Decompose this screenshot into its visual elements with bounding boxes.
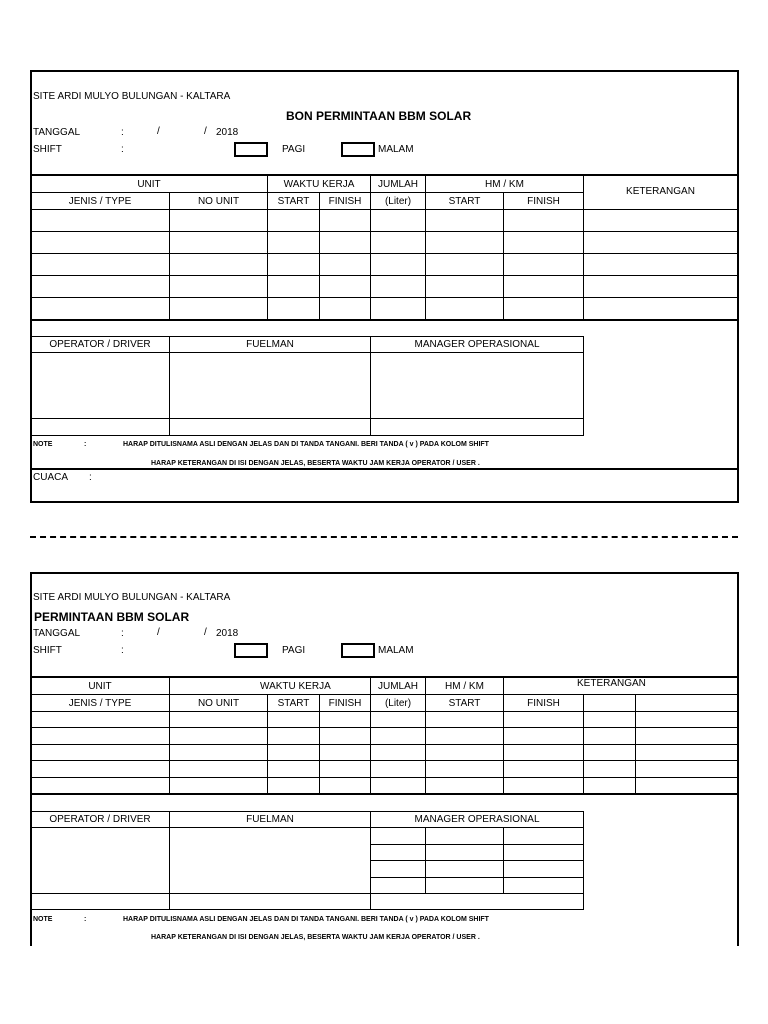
header-hm-km: HM / KM [445, 681, 484, 692]
sig-col-line [583, 336, 584, 436]
note-label: NOTE [33, 441, 53, 448]
sig-line [30, 909, 584, 910]
sig-manager-label: MANAGER OPERASIONAL [414, 339, 540, 350]
sig-col-line [370, 336, 371, 436]
date-slash: / [157, 126, 160, 137]
table-line [30, 192, 584, 193]
table-line [30, 777, 739, 778]
cuaca-top-line [30, 468, 739, 470]
header-keterangan: KETERANGAN [626, 186, 695, 197]
form-title: PERMINTAAN BBM SOLAR [34, 610, 190, 624]
sig-line [370, 877, 584, 878]
cuaca-colon: : [89, 472, 92, 483]
table-col-line [370, 677, 371, 794]
note-line-2: HARAP KETERANGAN DI ISI DENGAN JELAS, BESERTA WAKTU JAM KERJA OPERATOR / USER . [151, 460, 480, 467]
note-line-1: HARAP DITULISNAMA ASLI DENGAN JELAS DAN DI TANDA TANGANI. BERI TANDA ( v ) PADA KOLOM SHIFT [123, 441, 489, 448]
sig-operator-label: OPERATOR / DRIVER [49, 339, 151, 350]
header-jumlah: JUMLAH [377, 681, 418, 692]
table-col-line [169, 677, 170, 794]
sig-col-line [425, 827, 426, 894]
table-col-line [635, 694, 636, 794]
header-hm-finish: FINISH [527, 698, 560, 709]
table-col-line [425, 677, 426, 794]
table-line [30, 275, 739, 276]
header-finish: FINISH [328, 698, 362, 709]
shift-colon: : [121, 645, 124, 656]
sig-line [30, 827, 584, 828]
site-label: SITE ARDI MULYO BULUNGAN - KALTARA [33, 91, 231, 102]
sig-manager-label: MANAGER OPERASIONAL [414, 814, 540, 825]
note-line-1: HARAP DITULISNAMA ASLI DENGAN JELAS DAN DI TANDA TANGANI. BERI TANDA ( v ) PADA KOLOM SHIFT [123, 916, 489, 923]
header-jenis-type: JENIS / TYPE [68, 698, 132, 709]
table-col-line [319, 192, 320, 320]
header-finish: FINISH [328, 196, 362, 207]
form-title: BON PERMINTAAN BBM SOLAR [286, 109, 472, 123]
sig-col-line [169, 336, 170, 436]
date-year: 2018 [216, 628, 239, 639]
note-colon: : [84, 916, 87, 923]
sig-line [30, 435, 584, 436]
sig-fuelman-label: FUELMAN [246, 339, 294, 350]
header-hm-finish: FINISH [527, 196, 560, 207]
header-liter: (Liter) [384, 698, 412, 709]
sig-col-line [503, 827, 504, 894]
pagi-label: PAGI [282, 144, 306, 155]
header-unit: UNIT [88, 681, 112, 692]
shift-label: SHIFT [33, 144, 62, 155]
date-year: 2018 [216, 127, 239, 138]
sig-line [30, 418, 584, 419]
header-start: START [277, 196, 310, 207]
note-colon: : [84, 441, 87, 448]
site-label: SITE ARDI MULYO BULUNGAN - KALTARA [33, 592, 231, 603]
sig-line [370, 860, 584, 861]
table-line [30, 297, 739, 298]
table-bottom-line [30, 319, 739, 321]
tanggal-colon: : [121, 127, 124, 138]
table-line [30, 694, 739, 695]
sig-line [30, 893, 584, 894]
tanggal-label: TANGGAL [33, 127, 81, 138]
date-slash: / [157, 627, 160, 638]
malam-checkbox[interactable] [341, 142, 375, 157]
header-waktu-kerja: WAKTU KERJA [283, 179, 355, 190]
header-liter: (Liter) [384, 196, 412, 207]
header-hm-start: START [448, 698, 481, 709]
table-col-line [169, 192, 170, 320]
shift-label: SHIFT [33, 645, 62, 656]
table-line [30, 209, 739, 210]
header-waktu-kerja: WAKTU KERJA [260, 681, 331, 692]
header-jumlah: JUMLAH [377, 179, 418, 190]
date-slash: / [204, 627, 207, 638]
cuaca-label: CUACA [33, 472, 69, 483]
header-unit: UNIT [137, 179, 161, 190]
table-bottom-line [30, 793, 739, 795]
table-col-line [503, 677, 504, 794]
form-1-frame [30, 70, 739, 503]
malam-label: MALAM [378, 645, 414, 656]
table-line [30, 231, 739, 232]
table-line [30, 727, 739, 728]
sig-line [30, 811, 584, 812]
form-2-frame [30, 572, 739, 946]
tanggal-label: TANGGAL [33, 628, 81, 639]
shift-colon: : [121, 144, 124, 155]
header-jenis-type: JENIS / TYPE [68, 196, 132, 207]
header-hm-start: START [448, 196, 481, 207]
header-hm-km: HM / KM [485, 179, 524, 190]
note-line-2: HARAP KETERANGAN DI ISI DENGAN JELAS, BESERTA WAKTU JAM KERJA OPERATOR / USER . [151, 934, 480, 941]
sig-fuelman-label: FUELMAN [246, 814, 294, 825]
header-no-unit: NO UNIT [197, 698, 240, 709]
sig-line [370, 844, 584, 845]
pagi-checkbox[interactable] [234, 142, 268, 157]
table-line [30, 253, 739, 254]
table-line [30, 744, 739, 745]
pagi-label: PAGI [282, 645, 306, 656]
cut-line [30, 536, 738, 538]
header-start: START [277, 698, 310, 709]
header-keterangan: KETERANGAN [577, 678, 646, 689]
table-line [30, 711, 739, 712]
table-line [30, 760, 739, 761]
malam-label: MALAM [378, 144, 414, 155]
sig-line [30, 336, 584, 337]
date-slash: / [204, 126, 207, 137]
note-label: NOTE [33, 916, 53, 923]
table-top-line [30, 174, 739, 176]
header-no-unit: NO UNIT [197, 196, 240, 207]
sig-line [30, 352, 584, 353]
table-col-line [503, 192, 504, 320]
pagi-checkbox[interactable] [234, 643, 268, 658]
sig-operator-label: OPERATOR / DRIVER [49, 814, 151, 825]
malam-checkbox[interactable] [341, 643, 375, 658]
tanggal-colon: : [121, 628, 124, 639]
